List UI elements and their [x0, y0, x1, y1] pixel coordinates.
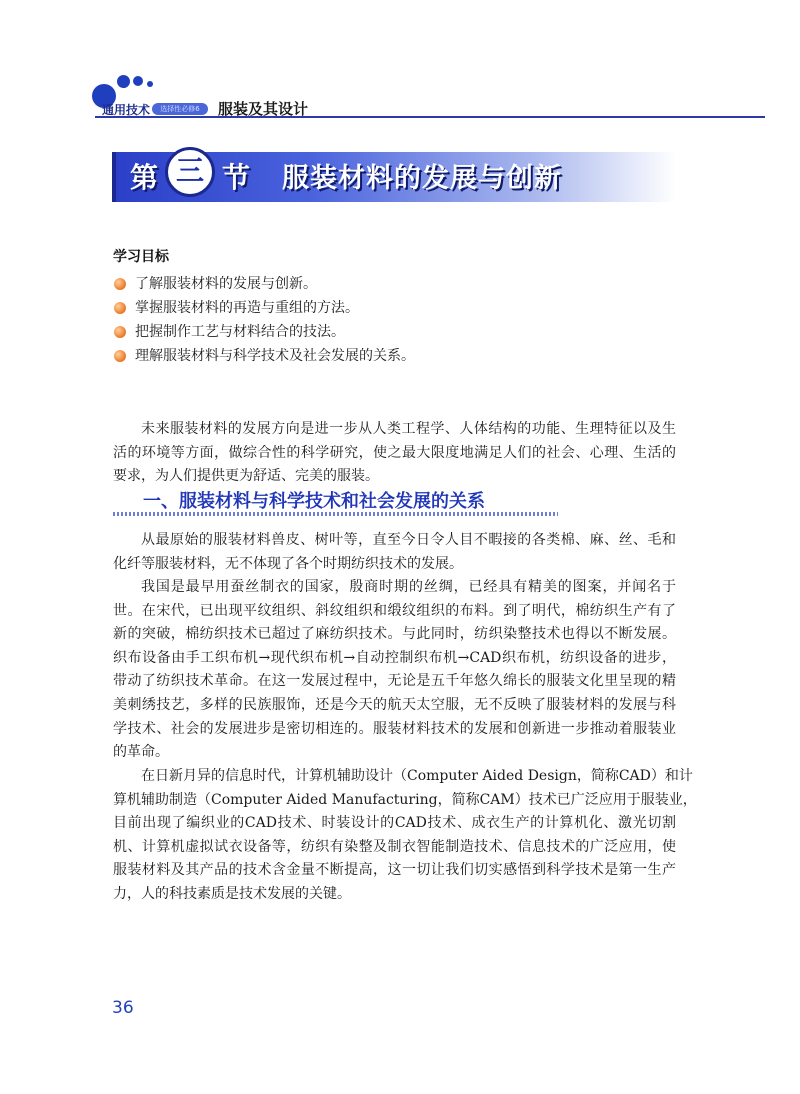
section-heading-rule [113, 512, 558, 516]
body-paragraph [113, 576, 676, 765]
text-line: 织布设备由手工织布机→现代织布机→自动控制织布机→CAD织布机，纺织设备的进步， [113, 649, 676, 666]
bullet-icon [114, 278, 126, 290]
header-dot-tiny [147, 81, 153, 87]
text-line: 世。在宋代，已出现平纹组织、斜纹组织和缎纹组织的布料。到了明代，棉纺织生产有了 [113, 602, 676, 619]
text-line: 化纤等服装材料，无不体现了各个时期纺织技术的发展。 [113, 555, 463, 572]
body-paragraph [113, 765, 697, 907]
text-line: 机、计算机虚拟试衣设备等，纺织有染整及制衣智能制造技术、信息技术的广泛应用，使 [113, 838, 676, 855]
objectives-heading: 学习目标 [113, 249, 169, 265]
header-rule [95, 116, 765, 118]
text-line: 美刺绣技艺，多样的民族服饰，还是今天的航天太空服，无不反映了服装材料的发展与科 [113, 696, 676, 713]
book-title: 服装及其设计 [218, 100, 309, 118]
header-dot-medium [117, 75, 130, 88]
objective-item: 把握制作工艺与材料结合的技法。 [113, 320, 415, 344]
text-line: 的革命。 [113, 744, 169, 761]
series-label: 通用技术 [102, 103, 151, 117]
series-badge: 选择性必修6 [152, 103, 208, 115]
bullet-icon [114, 326, 126, 338]
text-line: 活的环境等方面，做综合性的科学研究，使之最大限度地满足人们的社会、心理、生活的 [113, 444, 676, 461]
objective-item: 理解服装材料与科学技术及社会发展的关系。 [113, 344, 415, 368]
banner-prefix: 第 [130, 161, 159, 194]
text-line: 新的突破，棉纺织技术已超过了麻纺织技术。与此同时，纺织染整技术也得以不断发展。 [113, 626, 676, 643]
text-line: 目前出现了编织业的CAD技术、时装设计的CAD技术、成衣生产的计算机化、激光切割 [113, 815, 676, 832]
section-heading: 一、服装材料与科学技术和社会发展的关系 [143, 491, 485, 512]
text-line: 我国是最早用蚕丝制衣的国家，殷商时期的丝绸，已经具有精美的图案，并闻名于 [141, 579, 676, 595]
body-paragraph [113, 529, 676, 576]
banner-suffix: 节 [222, 161, 251, 194]
text-line: 学技术、社会的发展进步是密切相连的。服装材料技术的发展和创新进一步推动着服装业 [113, 720, 676, 737]
bullet-icon [114, 350, 126, 362]
text-line: 从最原始的服装材料兽皮、树叶等，直至今日令人目不暇接的各类棉、麻、丝、毛和 [141, 532, 676, 548]
intro-paragraph [113, 418, 676, 489]
text-line: 在日新月异的信息时代，计算机辅助设计（Computer Aided Design，简称CAD）和计 [141, 768, 693, 784]
section-title: 服装材料的发展与创新 [282, 163, 562, 194]
text-line: 力，人的科技素质是技术发展的关键。 [113, 885, 351, 902]
text-line: 要求，为人们提供更为舒适、完美的服装。 [113, 468, 379, 485]
header-dot-small [133, 76, 143, 86]
banner-section-number: 三 [165, 147, 215, 197]
bullet-icon [114, 302, 126, 314]
text-line: 带动了纺织技术革命。在这一发展过程中，无论是五千年悠久绵长的服装文化里呈现的精 [113, 673, 676, 690]
text-line: 服装材料及其产品的技术含金量不断提高，这一切让我们切实感悟到科学技术是第一生产 [113, 862, 676, 879]
objective-item: 掌握服装材料的再造与重组的方法。 [113, 296, 415, 320]
text-line: 算机辅助制造（Computer Aided Manufacturing，简称CAM）技术已广泛应用于服装业， [113, 791, 697, 808]
objective-item: 了解服装材料的发展与创新。 [113, 272, 415, 296]
objectives-list [113, 272, 415, 368]
text-line: 未来服装材料的发展方向是进一步从人类工程学、人体结构的功能、生理特征以及生 [141, 421, 676, 437]
page-number: 36 [112, 998, 134, 1018]
